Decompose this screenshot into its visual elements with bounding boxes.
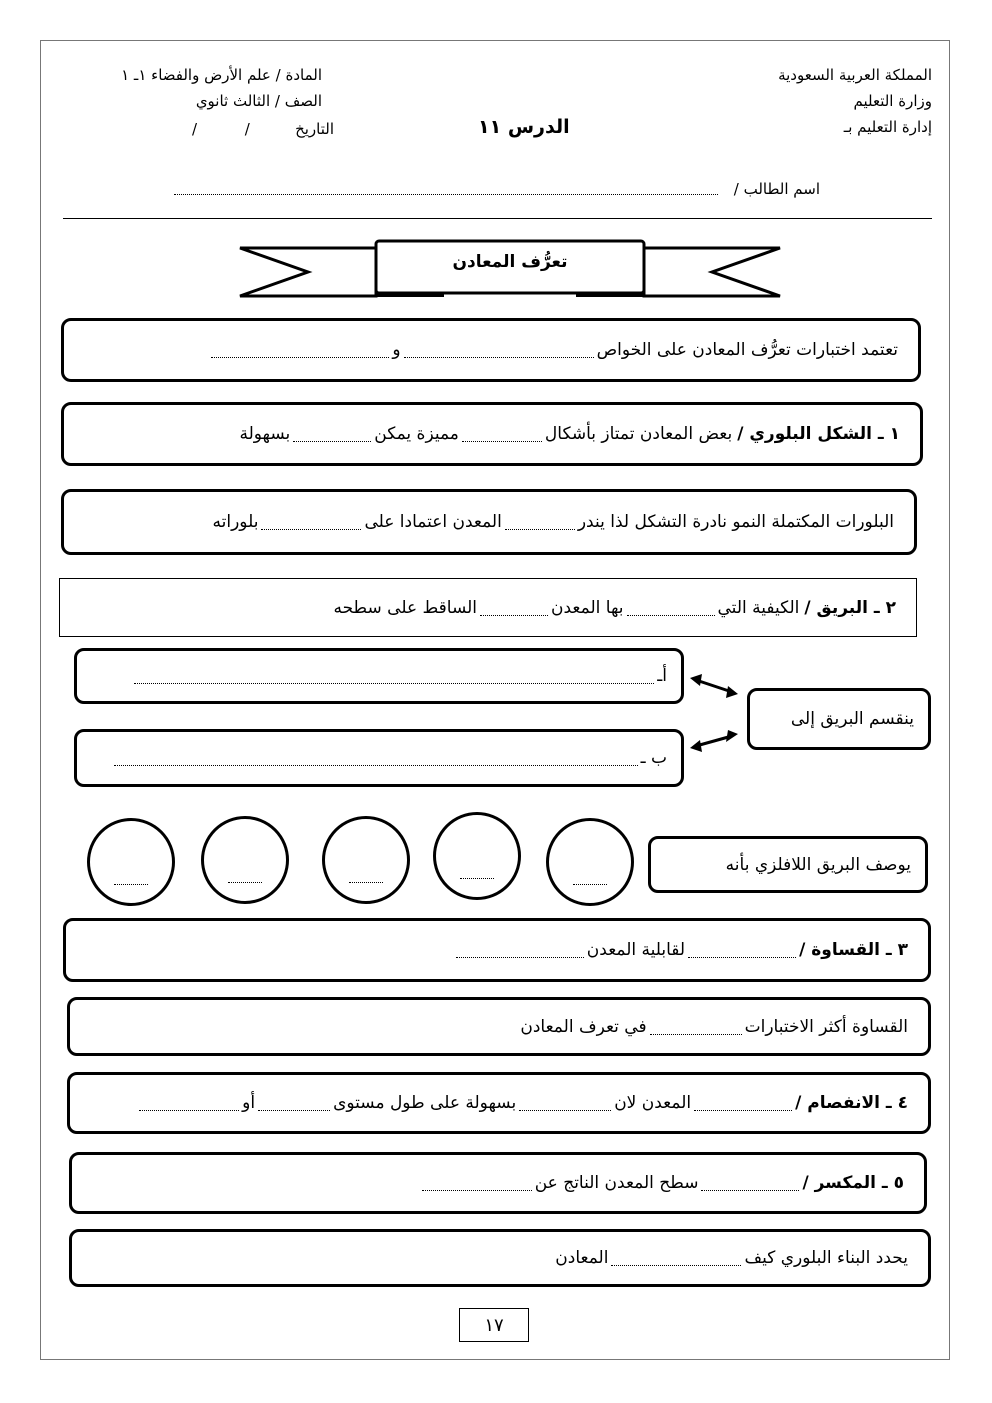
luster-label: ٢ ـ البريق / (804, 597, 896, 618)
nonmetal-box (648, 836, 928, 893)
ministry-text: وزارة التعليم (853, 92, 932, 110)
blank-field[interactable] (480, 599, 548, 615)
blank-field[interactable] (688, 942, 796, 958)
luster-type-b-box (74, 729, 684, 787)
banner-title: تعرُّف المعادن (452, 252, 568, 272)
luster-text-3: الساقط على سطحه (333, 597, 478, 618)
intro-box (61, 318, 921, 382)
crystal-label: ١ ـ الشكل البلوري / (737, 424, 900, 444)
crystal-note-text-3: بلوراته (212, 512, 259, 532)
blank-field[interactable] (505, 514, 575, 530)
crystal-text-3: بسهولة (239, 424, 291, 444)
blank-field[interactable] (211, 342, 389, 358)
subject-text: المادة / علم الأرض والفضاء ١ـ ١ (121, 66, 322, 84)
blank-field[interactable] (139, 1095, 239, 1111)
cleavage-text-1: المعدن لان (614, 1093, 692, 1113)
nonmetal-text: يوصف البريق اللافلزي بأنه (725, 854, 911, 875)
blank-field[interactable] (694, 1095, 792, 1111)
crystal-note-text-1: البلورات المكتملة النمو نادرة التشكل لذا يندر (577, 512, 894, 532)
crystal-box (61, 402, 923, 466)
luster-text-2: بها المعدن (551, 597, 624, 618)
luster-divides-text: ينقسم البريق إلى (790, 709, 914, 729)
answer-circle[interactable] (433, 812, 521, 900)
student-name-field[interactable] (174, 182, 718, 195)
fracture-note-text-2: المعادن (555, 1248, 609, 1268)
fracture-note-text-1: يحدد البناء البلوري كيف (744, 1248, 908, 1268)
crystal-note-text-2: المعدن اعتمادا على (364, 512, 502, 532)
answer-circle[interactable] (322, 816, 410, 904)
blank-field[interactable] (456, 942, 584, 958)
crystal-text-1: بعض المعادن تمتاز بأشكال (544, 424, 733, 444)
luster-type-a-box (74, 648, 684, 704)
crystal-note-box (61, 489, 917, 555)
blank-field[interactable] (462, 426, 542, 442)
blank-field[interactable] (611, 1250, 741, 1266)
blank-field[interactable] (519, 1095, 611, 1111)
date-slashes: / / (192, 120, 250, 138)
student-name-label: اسم الطالب / (733, 180, 820, 198)
intro-text: تعتمد اختبارات تعرُّف المعادن على الخواص (596, 340, 898, 360)
kingdom-text: المملكة العربية السعودية (778, 66, 932, 84)
blank-field[interactable] (627, 599, 715, 615)
header-divider (63, 218, 932, 219)
double-arrow-icon (688, 672, 740, 754)
luster-b-label: ب ـ (640, 748, 667, 768)
luster-divides-box (747, 688, 931, 750)
crystal-text-2: مميزة يمكن (374, 424, 459, 444)
page-number: ١٧ (459, 1308, 529, 1342)
cleavage-label: ٤ ـ الانفصام / (795, 1093, 908, 1113)
blank-field[interactable] (261, 514, 361, 530)
blank-field[interactable] (404, 342, 594, 358)
cleavage-text-2: بسهولة على طول مستوى (333, 1093, 517, 1113)
hardness-box (63, 918, 931, 982)
header-left (121, 62, 322, 114)
blank-field[interactable] (293, 426, 371, 442)
hardness-note-text-1: القساوة أكثر الاختبارات (744, 1016, 908, 1037)
blank-field[interactable] (114, 750, 638, 766)
cleavage-text-3: أو (242, 1093, 256, 1113)
blank-field[interactable] (650, 1018, 742, 1034)
fracture-text-1: سطح المعدن الناتج عن (534, 1173, 699, 1193)
luster-box (59, 578, 917, 637)
blank-field[interactable] (701, 1175, 799, 1191)
hardness-note-box (67, 997, 931, 1056)
cleavage-box (67, 1072, 931, 1134)
answer-circle[interactable] (201, 816, 289, 904)
intro-and: و (392, 340, 401, 360)
lesson-title: الدرس ١١ (478, 116, 570, 138)
admin-text: إدارة التعليم بـ (843, 118, 932, 136)
date-label: التاريخ (295, 120, 334, 138)
hardness-label: ٣ ـ القساوة / (799, 940, 908, 960)
blank-field[interactable] (422, 1175, 532, 1191)
answer-circle[interactable] (87, 818, 175, 906)
fracture-note-box (69, 1229, 931, 1287)
blank-field[interactable] (258, 1095, 330, 1111)
blank-field[interactable] (134, 668, 654, 684)
answer-circle[interactable] (546, 818, 634, 906)
grade-text: الصف / الثالث ثانوي (195, 92, 322, 110)
hardness-note-text-2: في تعرف المعادن (520, 1016, 647, 1037)
fracture-label: ٥ ـ المكسر / (802, 1173, 904, 1193)
luster-a-label: أـ (657, 666, 667, 686)
fracture-box (69, 1152, 927, 1214)
header-right (778, 62, 932, 140)
hardness-text-1: لقابلية المعدن (586, 940, 686, 960)
luster-text-1: الكيفية التي (717, 597, 800, 618)
